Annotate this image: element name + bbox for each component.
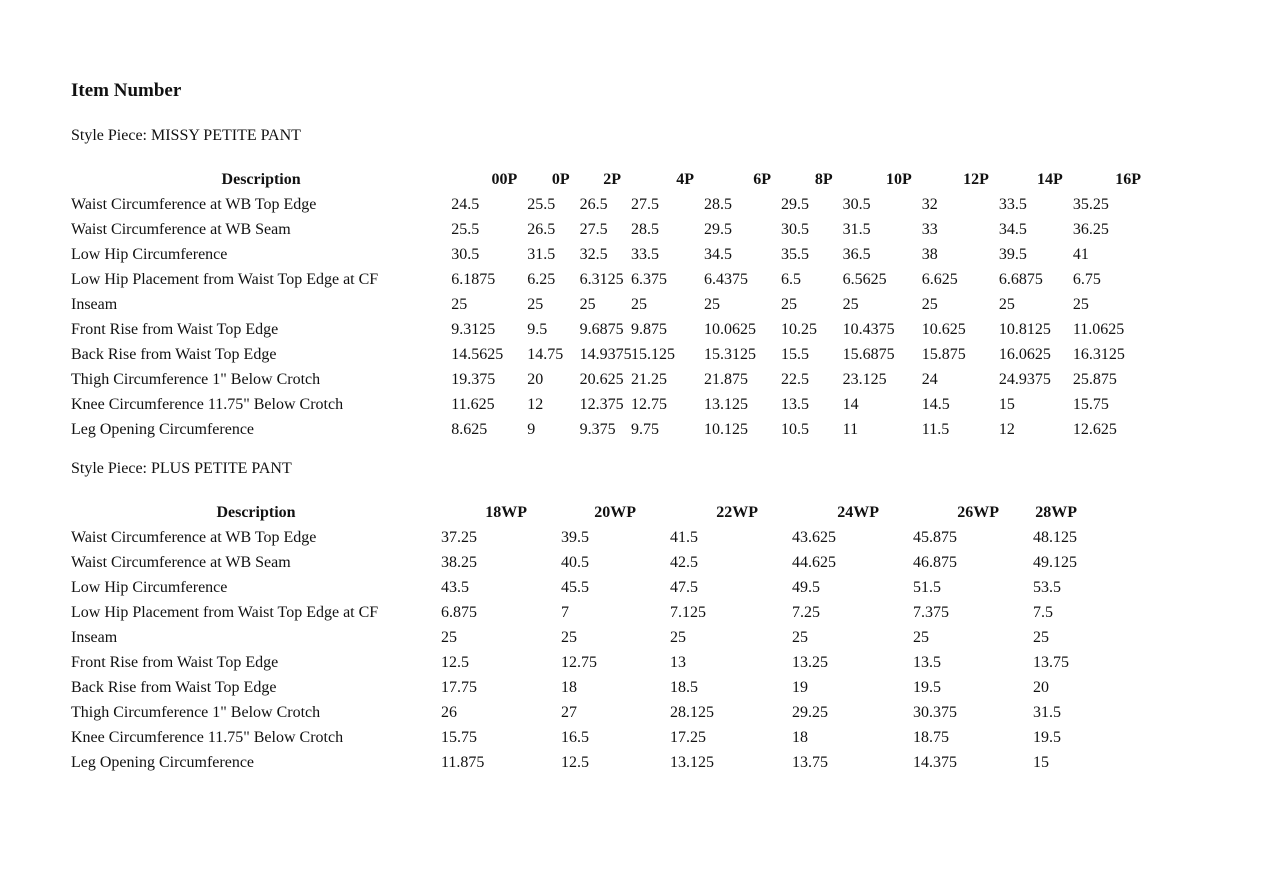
size-column-header: 00P [491,171,518,188]
measurement-value: 18 [561,679,577,696]
measurement-value: 31.5 [527,246,556,263]
size-column-header: 16P [1115,171,1141,188]
measurement-value: 13.5 [913,654,941,671]
measurement-value: 13.75 [792,754,828,771]
measurement-value: 25 [921,296,938,313]
table-row [71,525,1111,550]
measurement-value: 14.9375 [579,346,632,363]
measurement-value: 21.875 [703,371,748,388]
document-title: Item Number [71,80,182,101]
measurement-value: 10.0625 [703,321,756,338]
measurement-label: Inseam [71,629,118,646]
measurement-value: 10.8125 [998,321,1051,338]
size-column-header: 28WP [1035,504,1077,521]
measurement-value: 26.5 [527,221,556,238]
measurement-value: 23.125 [842,371,887,388]
measurement-value: 9.3125 [451,321,496,338]
measurement-value: 25 [792,629,808,646]
table-row [71,650,1111,675]
measurement-value: 11 [842,421,859,438]
measurement-value: 46.875 [913,554,957,571]
measurement-label: Thigh Circumference 1" Below Crotch [71,371,321,388]
measurement-label: Knee Circumference 11.75" Below Crotch [71,729,344,746]
size-column-header: 10P [886,171,912,188]
measurement-value: 6.25 [527,271,556,288]
measurement-value: 25 [451,296,468,313]
measurement-value: 26.5 [579,196,608,213]
measurement-value: 14.5 [921,396,950,413]
measurement-value: 42.5 [670,554,698,571]
size-column-header: 0P [551,171,570,188]
measurement-value: 12.5 [561,754,589,771]
table-row [71,292,1151,317]
measurement-value: 25 [441,629,457,646]
measurement-value: 27.5 [631,196,660,213]
measurement-value: 7.25 [792,604,820,621]
size-column-header: 12P [963,171,989,188]
measurement-value: 28.125 [670,704,714,721]
measurement-value: 7 [561,604,569,621]
measurement-value: 25 [579,296,596,313]
measurement-label: Low Hip Placement from Waist Top Edge at CF [71,271,379,288]
measurement-label: Back Rise from Waist Top Edge [71,679,277,696]
table-row [71,242,1151,267]
table-row [71,192,1151,217]
size-column-header: 20WP [594,504,636,521]
measurement-value: 19 [792,679,808,696]
measurement-value: 32.5 [579,246,608,263]
size-column-header: 8P [814,171,833,188]
measurement-value: 6.75 [1072,271,1101,288]
measurement-value: 11.875 [441,754,485,771]
measurement-value: 20 [527,371,544,388]
measurement-value: 21.25 [631,371,668,388]
measurement-value: 12.625 [1072,421,1117,438]
measurement-value: 13.75 [1033,654,1069,671]
measurement-value: 20 [1033,679,1049,696]
measurement-value: 9.75 [631,421,660,438]
measurement-value: 19.5 [913,679,941,696]
measurement-value: 33.5 [631,246,660,263]
style-piece-plus-petite: Style Piece: PLUS PETITE PANT [71,460,292,477]
plus-petite-size-table [71,500,1111,775]
table-row [71,600,1111,625]
measurement-label: Leg Opening Circumference [71,421,255,438]
measurement-value: 15.125 [631,346,676,363]
measurement-value: 16.3125 [1072,346,1125,363]
measurement-value: 15.3125 [703,346,756,363]
measurement-value: 29.5 [781,196,810,213]
measurement-value: 26 [441,704,457,721]
measurement-value: 30.5 [842,196,871,213]
measurement-value: 10.25 [781,321,818,338]
measurement-value: 22.5 [781,371,810,388]
measurement-value: 13.125 [703,396,748,413]
measurement-value: 10.5 [781,421,810,438]
measurement-value: 7.375 [913,604,949,621]
measurement-label: Waist Circumference at WB Seam [71,221,291,238]
measurement-value: 18 [792,729,808,746]
measurement-value: 10.125 [703,421,748,438]
table-row [71,700,1111,725]
measurement-value: 28.5 [631,221,660,238]
measurement-value: 25 [1033,629,1049,646]
measurement-value: 9.875 [631,321,668,338]
measurement-value: 11.5 [921,421,950,438]
measurement-value: 48.125 [1033,529,1077,546]
measurement-value: 38 [921,246,938,263]
measurement-value: 45.5 [561,579,589,596]
measurement-value: 49.5 [792,579,820,596]
table-row [71,750,1111,775]
measurement-value: 30.375 [913,704,957,721]
measurement-value: 47.5 [670,579,698,596]
measurement-label: Low Hip Circumference [71,246,228,263]
measurement-value: 13.5 [781,396,810,413]
measurement-value: 9.5 [527,321,548,338]
measurement-value: 14.75 [527,346,564,363]
measurement-value: 43.625 [792,529,836,546]
measurement-value: 14.375 [913,754,957,771]
measurement-value: 31.5 [1033,704,1061,721]
measurement-value: 14.5625 [451,346,504,363]
measurement-label: Inseam [71,296,118,313]
measurement-value: 25.5 [451,221,480,238]
size-column-header: 4P [676,171,694,188]
measurement-value: 15.75 [1072,396,1109,413]
measurement-value: 25 [998,296,1015,313]
table-row [71,317,1151,342]
description-column-header: Description [216,504,296,521]
measurement-value: 6.875 [441,604,477,621]
measurement-value: 24.5 [451,196,480,213]
size-column-header: 14P [1037,171,1063,188]
measurement-value: 33 [921,221,938,238]
measurement-value: 13.25 [792,654,828,671]
measurement-value: 43.5 [441,579,469,596]
size-column-header: 24WP [837,504,879,521]
measurement-label: Waist Circumference at WB Top Edge [71,529,317,546]
measurement-value: 35.25 [1072,196,1109,213]
measurement-value: 17.75 [441,679,477,696]
measurement-value: 49.125 [1033,554,1077,571]
measurement-value: 8.625 [451,421,488,438]
measurement-value: 41.5 [670,529,698,546]
measurement-value: 38.25 [441,554,477,571]
size-column-header: 18WP [485,504,527,521]
measurement-value: 25 [781,296,798,313]
measurement-value: 19.5 [1033,729,1061,746]
measurement-value: 25 [527,296,544,313]
description-column-header: Description [221,171,301,188]
measurement-value: 12 [527,396,544,413]
measurement-value: 25 [1072,296,1089,313]
measurement-value: 27.5 [579,221,608,238]
measurement-value: 12 [998,421,1015,438]
measurement-value: 36.5 [842,246,871,263]
measurement-label: Thigh Circumference 1" Below Crotch [71,704,321,721]
measurement-value: 6.3125 [579,271,624,288]
table-row [71,725,1111,750]
size-column-header: 22WP [716,504,758,521]
measurement-value: 44.625 [792,554,836,571]
measurement-value: 6.5 [781,271,802,288]
measurement-value: 34.5 [998,221,1027,238]
measurement-value: 32 [921,196,938,213]
table-row [71,550,1111,575]
measurement-value: 12.375 [579,396,624,413]
measurement-value: 24 [921,371,938,388]
measurement-value: 7.125 [670,604,706,621]
measurement-label: Leg Opening Circumference [71,754,255,771]
measurement-value: 27 [561,704,577,721]
measurement-value: 36.25 [1072,221,1109,238]
measurement-value: 20.625 [579,371,624,388]
size-column-header: 6P [753,171,772,188]
measurement-value: 30.5 [781,221,810,238]
measurement-value: 24.9375 [998,371,1051,388]
measurement-value: 17.25 [670,729,706,746]
measurement-value: 15.5 [781,346,810,363]
table-row [71,675,1111,700]
measurement-value: 6.4375 [703,271,748,288]
table-row [71,392,1151,417]
measurement-value: 19.375 [451,371,496,388]
measurement-value: 30.5 [451,246,480,263]
measurement-value: 35.5 [781,246,810,263]
measurement-value: 39.5 [561,529,589,546]
measurement-value: 11.625 [451,396,495,413]
measurement-value: 9.6875 [579,321,624,338]
measurement-value: 51.5 [913,579,941,596]
measurement-value: 15.6875 [842,346,895,363]
measurement-value: 33.5 [998,196,1027,213]
measurement-value: 25.875 [1072,371,1117,388]
table-row [71,625,1111,650]
measurement-value: 40.5 [561,554,589,571]
measurement-value: 45.875 [913,529,957,546]
style-piece-missy-petite: Style Piece: MISSY PETITE PANT [71,127,301,144]
measurement-value: 18.75 [913,729,949,746]
measurement-value: 25 [561,629,577,646]
measurement-value: 15 [998,396,1015,413]
table-row [71,417,1151,442]
measurement-value: 31.5 [842,221,871,238]
table-row [71,367,1151,392]
missy-petite-size-table [71,167,1151,442]
measurement-label: Front Rise from Waist Top Edge [71,654,279,671]
measurement-value: 15.75 [441,729,477,746]
measurement-label: Waist Circumference at WB Top Edge [71,196,317,213]
table-row [71,342,1151,367]
measurement-value: 11.0625 [1072,321,1125,338]
measurement-label: Low Hip Circumference [71,579,228,596]
measurement-value: 10.625 [921,321,966,338]
measurement-value: 25 [670,629,686,646]
measurement-value: 12.75 [631,396,668,413]
measurement-value: 25.5 [527,196,556,213]
measurement-value: 12.5 [441,654,469,671]
header-row [71,167,1151,192]
measurement-value: 37.25 [441,529,477,546]
size-column-header: 2P [603,171,622,188]
measurement-value: 6.1875 [451,271,496,288]
measurement-value: 6.375 [631,271,668,288]
measurement-value: 16.0625 [998,346,1051,363]
measurement-value: 12.75 [561,654,597,671]
measurement-value: 41 [1072,246,1089,263]
measurement-value: 25 [631,296,648,313]
measurement-value: 13 [670,654,686,671]
header-row [71,500,1111,525]
measurement-value: 9 [527,421,536,438]
measurement-value: 7.5 [1033,604,1053,621]
table-row [71,217,1151,242]
measurement-value: 15 [1033,754,1049,771]
measurement-value: 15.875 [921,346,966,363]
measurement-value: 13.125 [670,754,714,771]
measurement-value: 18.5 [670,679,698,696]
measurement-label: Front Rise from Waist Top Edge [71,321,279,338]
measurement-value: 25 [842,296,859,313]
measurement-value: 9.375 [579,421,616,438]
measurement-value: 53.5 [1033,579,1061,596]
measurement-value: 10.4375 [842,321,895,338]
measurement-label: Waist Circumference at WB Seam [71,554,291,571]
measurement-value: 6.6875 [998,271,1043,288]
measurement-value: 6.625 [921,271,958,288]
measurement-value: 25 [703,296,720,313]
measurement-value: 39.5 [998,246,1027,263]
measurement-value: 6.5625 [842,271,887,288]
measurement-value: 14 [842,396,859,413]
measurement-value: 29.25 [792,704,828,721]
measurement-value: 28.5 [703,196,732,213]
table-row [71,267,1151,292]
measurement-value: 16.5 [561,729,589,746]
measurement-value: 34.5 [703,246,732,263]
measurement-label: Knee Circumference 11.75" Below Crotch [71,396,344,413]
measurement-value: 29.5 [703,221,732,238]
table-row [71,575,1111,600]
size-column-header: 26WP [957,504,999,521]
measurement-label: Back Rise from Waist Top Edge [71,346,277,363]
measurement-value: 25 [913,629,929,646]
measurement-label: Low Hip Placement from Waist Top Edge at CF [71,604,379,621]
